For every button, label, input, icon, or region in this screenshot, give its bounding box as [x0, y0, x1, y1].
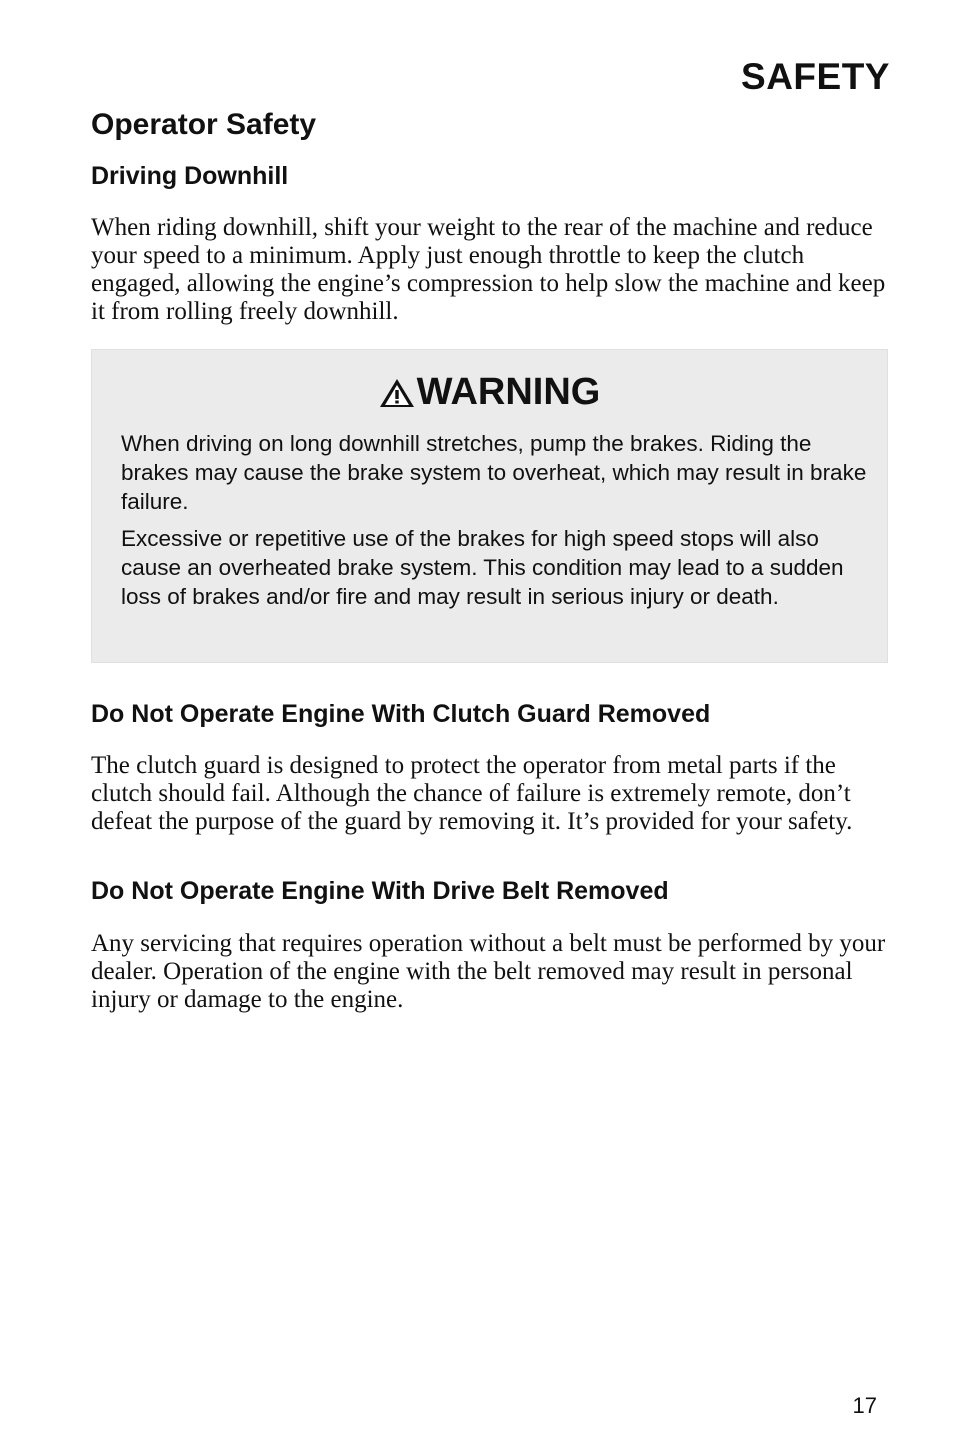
page-heading: Operator Safety	[91, 108, 317, 141]
drive-belt-text: Any servicing that requires operation without a belt must be performed by your dealer. Operation of the engine with the belt removed may result in personal injury or damage to the engine.	[91, 930, 886, 1013]
warning-title	[92, 368, 887, 416]
warning-paragraph: Excessive or repetitive use of the brakes for high speed stops will also cause an overheated brake system. This condition may lead to a sudden loss of brakes and/or fire and may result in serious injury or death.	[121, 526, 844, 609]
driving-downhill-text: When riding downhill, shift your weight to the rear of the machine and reduce your speed to a minimum. Apply just enough throttle to keep the clutch engaged, allowing the engine’s compression to help slow the machine and keep it from rolling freely downhill.	[91, 214, 886, 325]
warning-label: WARNING	[416, 371, 601, 413]
warning-paragraph: When driving on long downhill stretches, pump the brakes. Riding the brakes may cause the brake system to overheat, which may result in brake failure.	[121, 431, 867, 514]
clutch-guard-text: The clutch guard is designed to protect the operator from metal parts if the clutch should fail. Although the chance of failure is extremely remote, don’t defeat the purpose of the guard by removing it. It’s provided for your safety.	[91, 752, 853, 835]
clutch-guard-heading: Do Not Operate Engine With Clutch Guard Removed	[91, 700, 711, 728]
warning-box	[91, 349, 888, 663]
page-number: 17	[852, 1393, 877, 1418]
drive-belt-heading: Do Not Operate Engine With Drive Belt Removed	[91, 877, 669, 905]
warning-triangle-icon	[379, 378, 415, 408]
section-title: SAFETY	[741, 56, 890, 97]
driving-downhill-heading: Driving Downhill	[91, 162, 289, 190]
